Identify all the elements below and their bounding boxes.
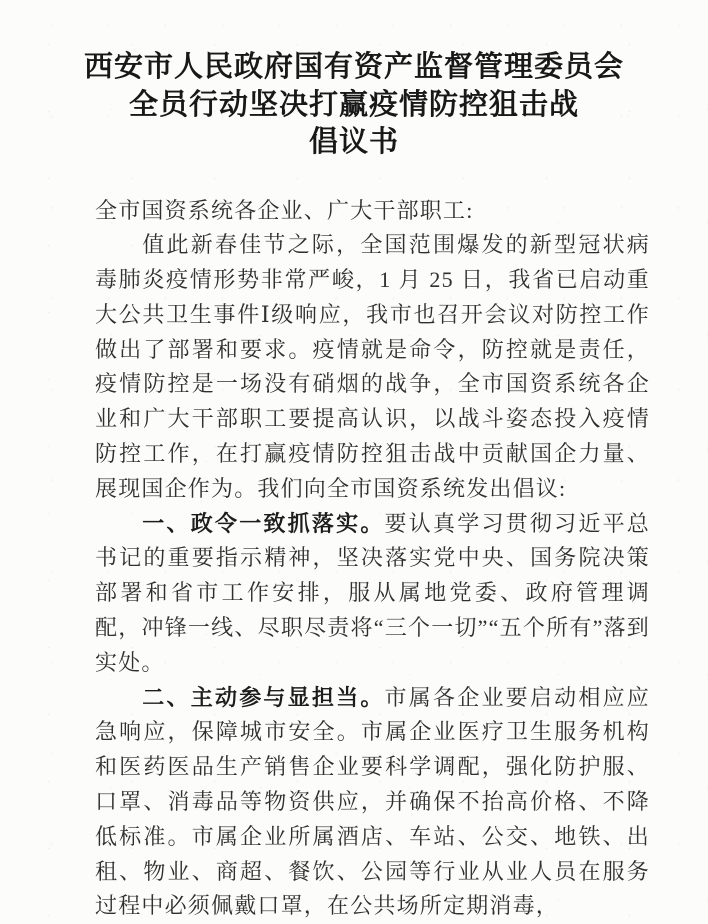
salutation-line: 全市国资系统各企业、广大干部职工:: [95, 194, 650, 229]
title-line-3: 倡议书: [0, 124, 708, 162]
paragraph-intro: [95, 228, 650, 506]
section-1-text: 要认真学习贯彻习近平总书记的重要指示精神，坚决落实党中央、国务院决策部署和省市工作安排，服从属地党委、政府管理调配，冲锋一线、尽职尽责将“三个一切”“五个所有”落到实处。: [95, 511, 650, 675]
paragraph-section-1: [95, 507, 650, 681]
title-line-2: 全员行动坚决打赢疫情防控狙击战: [0, 87, 708, 125]
section-1-heading: 一、政令一致抓落实。: [142, 511, 384, 536]
section-2-heading: 二、主动参与显担当。: [142, 685, 384, 710]
document-title: [0, 0, 708, 162]
section-2-text: 市属各企业要启动相应应急响应，保障城市安全。市属企业医疗卫生服务机构和医药医品生产销售企业要科学调配，强化防护服、口罩、消毒品等物资供应，并确保不抬高价格、不降低标准。市属企业所属酒店、车站、公交、地铁、出租、物业、商超、餐饮、公园等行业从业人员在服务过程中必须佩戴口罩，在公共场所定期消毒，: [95, 685, 650, 919]
paragraph-intro-text: 值此新春佳节之际，全国范围爆发的新型冠状病毒肺炎疫情形势非常严峻，1 月 25 日，我省已启动重大公共卫生事件Ⅰ级响应，我市也召开会议对防控工作做出了部署和要求。疫情就是命令，防控就是责任，疫情防控是一场没有硝烟的战争，全市国资系统各企业和广大干部职工要提高认识，以战斗姿态投入疫情防控工作，在打赢疫情防控狙击战中贡献国企力量、展现国企作为。我们向全市国资系统发出倡议:: [95, 232, 650, 501]
paragraph-section-2: [95, 681, 650, 924]
document-body: [95, 194, 650, 924]
title-line-1: 西安市人民政府国有资产监督管理委员会: [0, 49, 708, 87]
